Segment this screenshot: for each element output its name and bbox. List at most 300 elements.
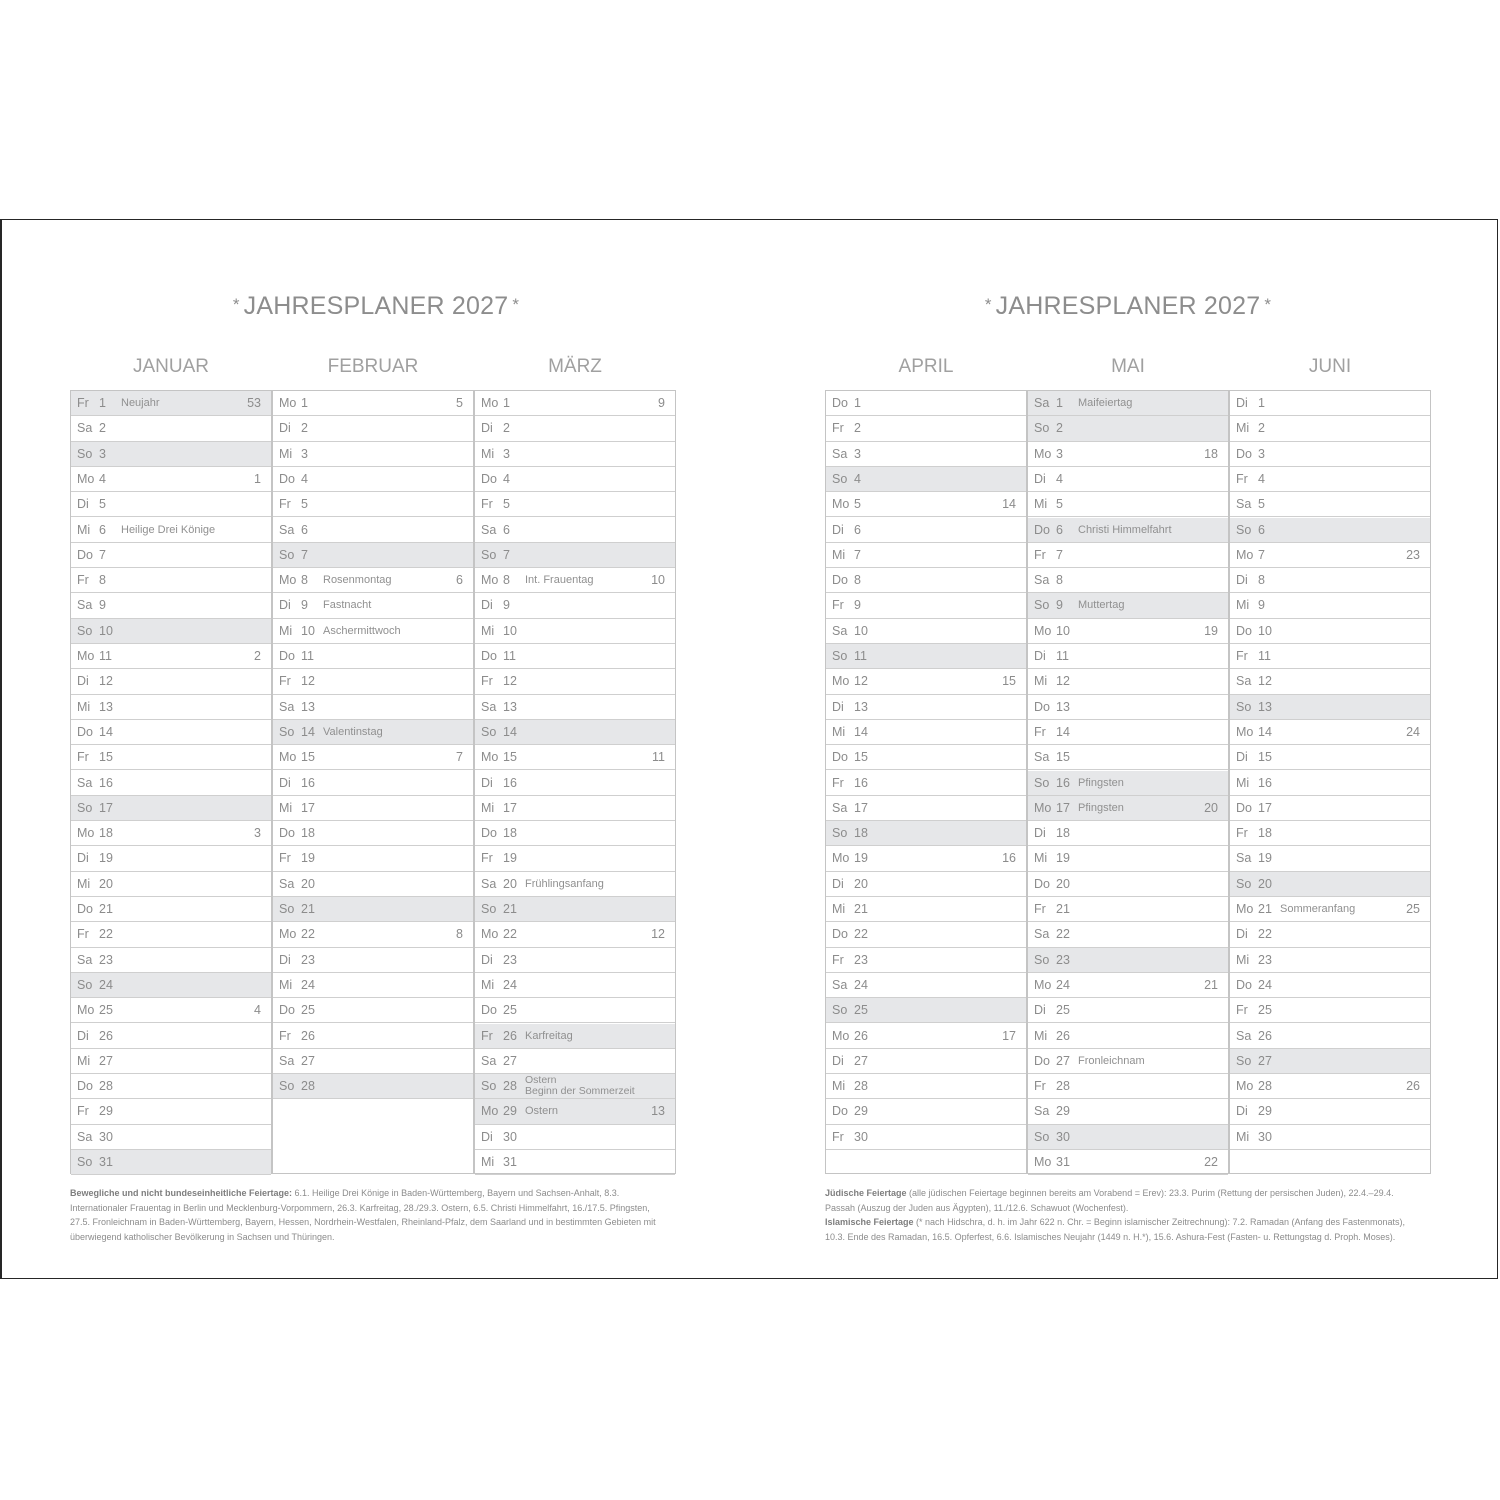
day-number: 4 xyxy=(99,471,106,486)
day-row[interactable] xyxy=(475,695,675,720)
weekday-label: Fr xyxy=(481,674,493,689)
weekday-label: So xyxy=(832,471,848,486)
day-row[interactable] xyxy=(475,821,675,846)
day-row[interactable] xyxy=(826,644,1026,669)
day-row[interactable] xyxy=(826,1074,1026,1099)
week-number: 5 xyxy=(456,396,463,410)
holiday-label: Rosenmontag xyxy=(323,574,392,587)
weekday-label: Mo xyxy=(1034,623,1052,638)
day-row[interactable] xyxy=(273,973,473,998)
day-row[interactable] xyxy=(71,1125,271,1150)
day-number: 17 xyxy=(854,800,868,815)
day-row[interactable] xyxy=(71,416,271,441)
day-number: 7 xyxy=(99,547,106,562)
day-row[interactable] xyxy=(475,897,675,922)
day-number: 17 xyxy=(503,800,517,815)
day-row[interactable] xyxy=(273,619,473,644)
day-row[interactable] xyxy=(1028,998,1228,1023)
weekday-label: Do xyxy=(1034,1053,1050,1068)
day-row[interactable] xyxy=(1230,872,1430,897)
day-row[interactable] xyxy=(273,720,473,745)
day-row[interactable] xyxy=(1230,973,1430,998)
day-row[interactable] xyxy=(826,492,1026,517)
left-page xyxy=(2,220,750,1278)
day-row[interactable] xyxy=(1028,568,1228,593)
day-row[interactable] xyxy=(273,391,473,416)
day-row[interactable] xyxy=(1230,619,1430,644)
weekday-label: Mo xyxy=(1034,1155,1052,1169)
day-row[interactable] xyxy=(475,669,675,694)
day-row[interactable] xyxy=(1028,796,1228,821)
day-number: 24 xyxy=(854,977,868,992)
weekday-label: Do xyxy=(279,826,295,841)
day-row[interactable] xyxy=(475,568,675,593)
weekday-label: Sa xyxy=(1034,750,1050,765)
day-row[interactable] xyxy=(71,846,271,871)
day-row[interactable] xyxy=(475,1150,675,1175)
day-row[interactable] xyxy=(71,669,271,694)
day-number: 23 xyxy=(503,952,517,967)
day-row[interactable] xyxy=(273,998,473,1023)
day-row[interactable] xyxy=(1028,669,1228,694)
day-row[interactable] xyxy=(475,948,675,973)
day-number: 12 xyxy=(1056,674,1070,689)
day-row[interactable] xyxy=(71,543,271,568)
day-number: 14 xyxy=(1056,724,1070,739)
day-number: 21 xyxy=(1056,902,1070,916)
day-row[interactable] xyxy=(1230,1074,1430,1099)
weekday-label: Mi xyxy=(1236,952,1250,967)
day-number: 4 xyxy=(503,471,510,486)
day-row[interactable] xyxy=(71,821,271,846)
holiday-label: Pfingsten xyxy=(1078,776,1124,789)
day-row[interactable] xyxy=(1028,1024,1228,1049)
day-number: 8 xyxy=(99,573,106,588)
day-row[interactable] xyxy=(1028,492,1228,517)
day-row[interactable] xyxy=(1230,796,1430,821)
day-row[interactable] xyxy=(826,720,1026,745)
day-number: 16 xyxy=(503,775,517,790)
day-row[interactable] xyxy=(826,821,1026,846)
day-number: 13 xyxy=(301,699,315,714)
weekday-label: Sa xyxy=(77,1129,93,1144)
day-row[interactable] xyxy=(475,492,675,517)
week-number: 8 xyxy=(456,927,463,942)
day-row[interactable] xyxy=(1028,1074,1228,1099)
weekday-label: So xyxy=(77,800,93,815)
day-row[interactable] xyxy=(475,1125,675,1150)
day-row[interactable] xyxy=(1028,846,1228,871)
day-row[interactable] xyxy=(826,948,1026,973)
weekday-label: Mo xyxy=(481,927,499,942)
day-row[interactable] xyxy=(826,1099,1026,1124)
weekday-label: Di xyxy=(77,1028,89,1043)
day-row[interactable] xyxy=(273,416,473,441)
day-row[interactable] xyxy=(1230,644,1430,669)
day-row[interactable] xyxy=(1028,1150,1228,1175)
day-row[interactable] xyxy=(1230,416,1430,441)
day-row[interactable] xyxy=(826,442,1026,467)
day-row[interactable] xyxy=(1028,467,1228,492)
day-row[interactable] xyxy=(273,669,473,694)
day-row[interactable] xyxy=(1230,745,1430,770)
month-heading: MAI xyxy=(1111,356,1145,377)
day-row[interactable] xyxy=(71,998,271,1023)
day-row[interactable] xyxy=(273,1074,473,1099)
day-row[interactable] xyxy=(475,518,675,543)
day-row[interactable] xyxy=(273,568,473,593)
weekday-label: Sa xyxy=(77,952,93,967)
day-row[interactable] xyxy=(1230,543,1430,568)
day-row[interactable] xyxy=(1028,695,1228,720)
day-row[interactable] xyxy=(71,948,271,973)
day-row[interactable] xyxy=(273,644,473,669)
day-row[interactable] xyxy=(71,695,271,720)
day-row[interactable] xyxy=(71,619,271,644)
day-number: 18 xyxy=(503,826,517,841)
month-column xyxy=(1229,390,1431,1174)
day-row[interactable] xyxy=(1028,518,1228,543)
day-row[interactable] xyxy=(1028,897,1228,922)
day-row[interactable] xyxy=(273,796,473,821)
day-row[interactable] xyxy=(71,1024,271,1049)
day-row[interactable] xyxy=(273,442,473,467)
day-row[interactable] xyxy=(1230,1099,1430,1124)
day-number: 20 xyxy=(1258,876,1272,891)
day-row[interactable] xyxy=(1230,492,1430,517)
day-row[interactable] xyxy=(1230,1024,1430,1049)
day-row[interactable] xyxy=(273,467,473,492)
day-row[interactable] xyxy=(1230,948,1430,973)
month-heading: MÄRZ xyxy=(548,356,602,377)
day-row[interactable] xyxy=(1230,442,1430,467)
day-number: 22 xyxy=(1056,927,1070,942)
day-row[interactable] xyxy=(1028,391,1228,416)
weekday-label: Sa xyxy=(77,421,93,436)
day-row[interactable] xyxy=(826,695,1026,720)
day-row[interactable] xyxy=(1028,416,1228,441)
day-row[interactable] xyxy=(826,973,1026,998)
day-row[interactable] xyxy=(826,467,1026,492)
day-row[interactable] xyxy=(71,442,271,467)
day-row[interactable] xyxy=(1028,720,1228,745)
day-number: 29 xyxy=(854,1104,868,1119)
weekday-label: Sa xyxy=(1034,396,1050,410)
month-heading: JUNI xyxy=(1308,356,1352,377)
day-row[interactable] xyxy=(1028,771,1228,796)
day-row[interactable] xyxy=(71,593,271,618)
day-row[interactable] xyxy=(71,492,271,517)
day-row[interactable] xyxy=(1028,619,1228,644)
month-heading: APRIL xyxy=(898,356,954,377)
day-row[interactable] xyxy=(475,922,675,947)
day-number: 28 xyxy=(301,1079,315,1094)
day-number: 22 xyxy=(301,927,315,942)
day-row[interactable] xyxy=(475,467,675,492)
holiday-label: Heilige Drei Könige xyxy=(121,523,216,536)
weekday-label: So xyxy=(77,977,93,992)
day-row[interactable] xyxy=(71,644,271,669)
day-row[interactable] xyxy=(71,1049,271,1074)
week-number: 6 xyxy=(456,573,463,588)
day-row[interactable] xyxy=(71,1150,271,1175)
day-number: 30 xyxy=(503,1129,517,1144)
day-row[interactable] xyxy=(71,518,271,543)
footnote-text: (alle jüdischen Feiertage beginnen bereits am Vorabend = Erev): 23.3. Purim (Rettung der persischen Juden), 22.4.–29.4. Passah (Auszug der Juden aus Ägypten), 11./12.6. Schawuot (Wochenfest). xyxy=(825,1188,1394,1213)
day-row[interactable] xyxy=(475,619,675,644)
day-row[interactable] xyxy=(71,568,271,593)
day-row[interactable] xyxy=(71,720,271,745)
day-row[interactable] xyxy=(475,644,675,669)
day-row[interactable] xyxy=(273,948,473,973)
day-row[interactable] xyxy=(1230,771,1430,796)
day-row[interactable] xyxy=(475,1024,675,1049)
day-number: 19 xyxy=(1056,851,1070,866)
day-row[interactable] xyxy=(475,391,675,416)
day-number: 19 xyxy=(1258,851,1272,866)
day-row[interactable] xyxy=(273,745,473,770)
weekday-label: Sa xyxy=(1034,573,1050,588)
day-row[interactable] xyxy=(71,922,271,947)
weekday-label: Di xyxy=(832,876,844,891)
day-row[interactable] xyxy=(71,1099,271,1124)
day-number: 4 xyxy=(1258,471,1265,486)
day-row[interactable] xyxy=(1230,695,1430,720)
day-row[interactable] xyxy=(475,771,675,796)
day-row[interactable] xyxy=(826,518,1026,543)
day-number: 19 xyxy=(854,851,868,866)
week-number: 4 xyxy=(254,1003,261,1018)
day-number: 5 xyxy=(503,497,510,512)
day-number: 16 xyxy=(854,775,868,790)
day-number: 22 xyxy=(1258,927,1272,942)
day-row[interactable] xyxy=(475,416,675,441)
day-row[interactable] xyxy=(71,745,271,770)
day-number: 10 xyxy=(1258,623,1272,638)
day-row[interactable] xyxy=(273,771,473,796)
day-row[interactable] xyxy=(1230,518,1430,543)
weekday-label: Mi xyxy=(1236,775,1250,790)
day-row[interactable] xyxy=(826,1125,1026,1150)
day-row[interactable] xyxy=(475,872,675,897)
day-row[interactable] xyxy=(475,998,675,1023)
holiday-label: Valentinstag xyxy=(323,725,383,738)
day-number: 11 xyxy=(1056,649,1069,663)
weekday-label: Mi xyxy=(481,977,495,992)
day-row[interactable] xyxy=(1028,1125,1228,1150)
day-row[interactable] xyxy=(273,695,473,720)
day-row[interactable] xyxy=(475,796,675,821)
day-number: 16 xyxy=(1258,775,1272,790)
day-row[interactable] xyxy=(475,593,675,618)
weekday-label: So xyxy=(1034,1129,1050,1144)
day-row[interactable] xyxy=(826,922,1026,947)
day-row[interactable] xyxy=(1028,973,1228,998)
day-row[interactable] xyxy=(1028,872,1228,897)
weekday-label: Mo xyxy=(832,851,850,866)
day-row[interactable] xyxy=(1230,846,1430,871)
weekday-label: So xyxy=(1236,699,1252,714)
day-row[interactable] xyxy=(826,1049,1026,1074)
day-row[interactable] xyxy=(475,973,675,998)
day-number: 20 xyxy=(99,876,113,891)
day-number: 19 xyxy=(503,851,517,866)
day-number: 21 xyxy=(503,902,517,916)
day-row[interactable] xyxy=(475,1074,675,1099)
footnote-text: (* nach Hidschra, d. h. im Jahr 622 n. Chr. = Beginn islamischer Zeitrechnung): 7.2. Ramadan (Anfang des Fastenmonats), 10.3. Ende des Ramadan, 16.5. Opferfest, 6.6. Islamisches Neujahr (1449 n. H.*), 15.6. Ashura-Fest (Fasten- u. Rettungstag d. Proph. Moses). xyxy=(825,1217,1406,1242)
day-number: 11 xyxy=(854,649,867,663)
weekday-label: Mi xyxy=(77,1053,91,1068)
day-row[interactable] xyxy=(273,821,473,846)
weekday-label: Mo xyxy=(481,1104,499,1119)
weekday-label: Do xyxy=(1236,446,1252,461)
weekday-label: Do xyxy=(481,826,497,841)
day-row[interactable] xyxy=(273,593,473,618)
day-row[interactable] xyxy=(826,619,1026,644)
day-row[interactable] xyxy=(475,720,675,745)
day-row[interactable] xyxy=(71,796,271,821)
day-row[interactable] xyxy=(475,1099,675,1124)
weekday-label: Mo xyxy=(1236,902,1254,916)
day-row[interactable] xyxy=(826,846,1026,871)
day-number: 17 xyxy=(1258,800,1272,815)
day-row[interactable] xyxy=(1028,543,1228,568)
day-row[interactable] xyxy=(273,922,473,947)
weekday-label: So xyxy=(481,724,497,739)
day-number: 31 xyxy=(1056,1155,1070,1169)
week-number: 11 xyxy=(652,750,665,765)
day-row[interactable] xyxy=(273,1024,473,1049)
day-row[interactable] xyxy=(1230,1049,1430,1074)
day-row[interactable] xyxy=(826,872,1026,897)
weekday-label: Mi xyxy=(1034,497,1048,512)
weekday-label: Mi xyxy=(1236,598,1250,613)
day-row[interactable] xyxy=(1230,593,1430,618)
day-row[interactable] xyxy=(1230,568,1430,593)
day-row[interactable] xyxy=(273,897,473,922)
weekday-label: Do xyxy=(481,1003,497,1018)
day-row[interactable] xyxy=(826,391,1026,416)
weekday-label: Fr xyxy=(77,927,89,942)
day-row[interactable] xyxy=(826,416,1026,441)
day-row[interactable] xyxy=(273,543,473,568)
holiday-label xyxy=(525,1075,635,1097)
day-row[interactable] xyxy=(71,973,271,998)
day-row[interactable] xyxy=(1028,922,1228,947)
day-row[interactable] xyxy=(475,543,675,568)
day-row[interactable] xyxy=(1230,1125,1430,1150)
day-number: 8 xyxy=(503,573,510,588)
day-row[interactable] xyxy=(1230,897,1430,922)
day-row[interactable] xyxy=(1028,442,1228,467)
day-row[interactable] xyxy=(826,568,1026,593)
weekday-label: Mi xyxy=(832,1079,846,1094)
day-row[interactable] xyxy=(273,846,473,871)
day-row[interactable] xyxy=(826,593,1026,618)
week-number: 24 xyxy=(1406,724,1420,739)
day-row[interactable] xyxy=(273,1049,473,1074)
weekday-label: So xyxy=(1034,775,1050,790)
holiday-label: Pfingsten xyxy=(1078,801,1124,814)
day-row[interactable] xyxy=(273,872,473,897)
weekday-label: Fr xyxy=(832,952,844,967)
day-number: 19 xyxy=(301,851,315,866)
day-row[interactable] xyxy=(1028,593,1228,618)
weekday-label: Di xyxy=(481,775,493,790)
day-row[interactable] xyxy=(71,771,271,796)
day-row[interactable] xyxy=(826,543,1026,568)
day-row[interactable] xyxy=(1230,391,1430,416)
holiday-label: Neujahr xyxy=(121,397,160,409)
day-row[interactable] xyxy=(826,1024,1026,1049)
holiday-label: Frühlingsanfang xyxy=(525,877,604,890)
day-row[interactable] xyxy=(71,872,271,897)
day-row[interactable] xyxy=(475,745,675,770)
weekday-label: Di xyxy=(279,775,291,790)
day-number: 18 xyxy=(301,826,315,841)
day-row[interactable] xyxy=(273,492,473,517)
day-row[interactable] xyxy=(1028,644,1228,669)
day-row[interactable] xyxy=(1230,821,1430,846)
day-row[interactable] xyxy=(475,846,675,871)
day-number: 1 xyxy=(854,396,861,410)
weekday-label: Do xyxy=(481,649,497,663)
weekday-label: Di xyxy=(77,851,89,866)
day-row[interactable] xyxy=(71,467,271,492)
day-number: 27 xyxy=(301,1053,315,1068)
weekday-label: So xyxy=(1236,1053,1252,1068)
day-row[interactable] xyxy=(1230,998,1430,1023)
day-row[interactable] xyxy=(273,518,473,543)
day-number: 6 xyxy=(301,522,308,537)
day-row[interactable] xyxy=(826,745,1026,770)
day-row[interactable] xyxy=(1230,669,1430,694)
day-row[interactable] xyxy=(1230,467,1430,492)
day-number: 14 xyxy=(99,724,113,739)
day-number: 6 xyxy=(1056,522,1063,537)
weekday-label: Mi xyxy=(481,446,495,461)
weekday-label: Do xyxy=(832,927,848,942)
day-row[interactable] xyxy=(71,897,271,922)
day-row[interactable] xyxy=(826,998,1026,1023)
day-row[interactable] xyxy=(1230,720,1430,745)
weekday-label: So xyxy=(832,1003,848,1018)
day-row[interactable] xyxy=(71,391,271,416)
weekday-label: Sa xyxy=(832,977,848,992)
day-row[interactable] xyxy=(1028,948,1228,973)
day-row[interactable] xyxy=(475,1049,675,1074)
day-row[interactable] xyxy=(826,897,1026,922)
month-heading: JANUAR xyxy=(132,356,209,377)
day-row[interactable] xyxy=(1028,821,1228,846)
month-column xyxy=(272,390,474,1174)
holiday-label: Ostern xyxy=(525,1105,559,1118)
day-row[interactable] xyxy=(71,1074,271,1099)
day-row[interactable] xyxy=(1230,922,1430,947)
day-row[interactable] xyxy=(1028,745,1228,770)
week-number: 19 xyxy=(1204,623,1218,638)
weekday-label: Mi xyxy=(481,1155,495,1169)
day-row[interactable] xyxy=(475,442,675,467)
day-row[interactable] xyxy=(1028,1049,1228,1074)
day-row[interactable] xyxy=(826,796,1026,821)
day-row[interactable] xyxy=(826,669,1026,694)
weekday-label: Di xyxy=(279,598,291,613)
day-row[interactable] xyxy=(1028,1099,1228,1124)
weekday-label: Mi xyxy=(279,623,293,638)
day-row[interactable] xyxy=(826,771,1026,796)
weekday-label: So xyxy=(77,623,93,638)
